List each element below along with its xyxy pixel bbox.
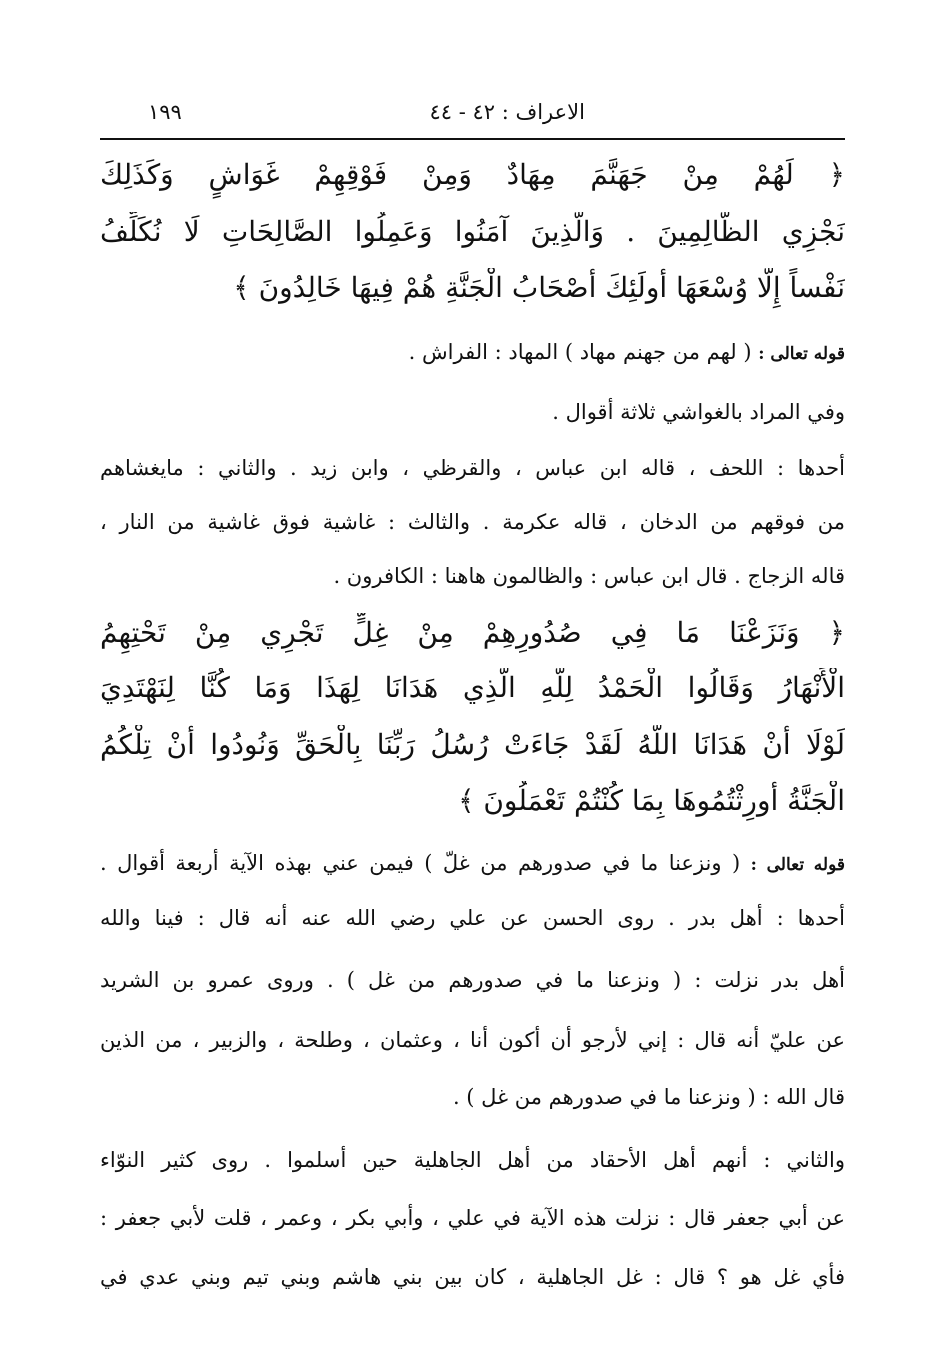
commentary-line: فأي غل هو ؟ قال : غل الجاهلية ، كان بين بني هاشم وبني تيم وبني عدي في [100,1265,845,1289]
commentary-lead: قوله تعالى : [750,855,845,875]
commentary-line: أحدها : اللحف ، قاله ابن عباس ، والقرظي ، وابن زيد . والثاني : مايغشاهم [100,456,845,480]
header-rule [100,138,845,140]
commentary-line: والثاني : أنهم أهل الأحقاد من أهل الجاهلية حين أسلموا . روى كثير النوّاء [100,1148,845,1172]
verse-line: الْأَنْهَارُ وَقَالُوا الْحَمْدُ لِلَّهِ الَّذِي هَدَانَا لِهَذَا وَمَا كُنَّا لِنَهْتَدِيَ [100,671,845,704]
commentary-line: وفي المراد بالغواشي ثلاثة أقوال . [552,400,845,424]
commentary-line [100,843,845,889]
commentary-line: عن أبي جعفر قال : نزلت هذه الآية في علي ، وأبي بكر ، وعمر ، قلت لأبي جعفر : [100,1206,845,1230]
commentary-line: من فوقهم من الدخان ، قاله عكرمة . والثالث : غاشية فوق غاشية من النار ، [100,510,845,534]
commentary-text: ( ونزعنا ما في صدورهم من غلّ ) فيمن عني بهذه الآية أربعة أقوال . [100,851,751,875]
verse-line: الْجَنَّةُ أُورِثْتُمُوهَا بِمَا كُنْتُمْ تَعْمَلُونَ ﴾ [458,784,845,817]
verse-line: ﴿ وَنَزَعْنَا مَا فِي صُدُورِهِمْ مِنْ غِلٍّ تَجْرِي مِنْ تَحْتِهِمُ [100,616,845,649]
commentary-line: قاله الزجاج . قال ابن عباس : والظالمون هاهنا : الكافرون . [333,564,845,588]
verse-line: لَوْلَا أَنْ هَدَانَا اللَّهُ لَقَدْ جَاءَتْ رُسُلُ رَبِّنَا بِالْحَقِّ وَنُودُوا أَنْ تِلْكُمُ [100,728,845,761]
commentary-line: أحدها : أهل بدر . روى الحسن عن علي رضي الله عنه أنه قال : فينا والله [100,906,845,930]
verse-line: ﴿ لَهُمْ مِنْ جَهَنَّمَ مِهَادٌ وَمِنْ فَوْقِهِمْ غَوَاشٍ وَكَذَلِكَ [100,158,845,191]
commentary-text: ( لهم من جهنم مهاد ) المهاد : الفراش . [408,340,759,364]
commentary-line: قال الله : ( ونزعنا ما في صدورهم من غل ) . [452,1085,845,1109]
commentary-line: عن عليّ أنه قال : إني لأرجو أن أكون أنا ، وعثمان ، وطلحة ، والزبير ، من الذين [100,1028,845,1052]
page-number: ١٩٩ [148,100,182,124]
verse-line: نَجْزِي الظَّالِمِينَ . وَالَّذِينَ آمَنُوا وَعَمِلُوا الصَّالِحَاتِ لَا نُكَلِّفُ [100,215,845,248]
commentary-lead: قوله تعالى : [758,344,845,364]
running-title: الاعراف : ٤٢ - ٤٤ [429,100,585,124]
commentary-line: أهل بدر نزلت : ( ونزعنا ما في صدورهم من غل ) . وروى عمرو بن الشريد [100,968,845,992]
commentary-line [100,332,845,378]
page-header [100,100,845,136]
verse-line: نَفْساً إِلَّا وُسْعَهَا أُولَئِكَ أَصْحَابُ الْجَنَّةِ هُمْ فِيهَا خَالِدُونَ ﴾ [233,271,845,304]
